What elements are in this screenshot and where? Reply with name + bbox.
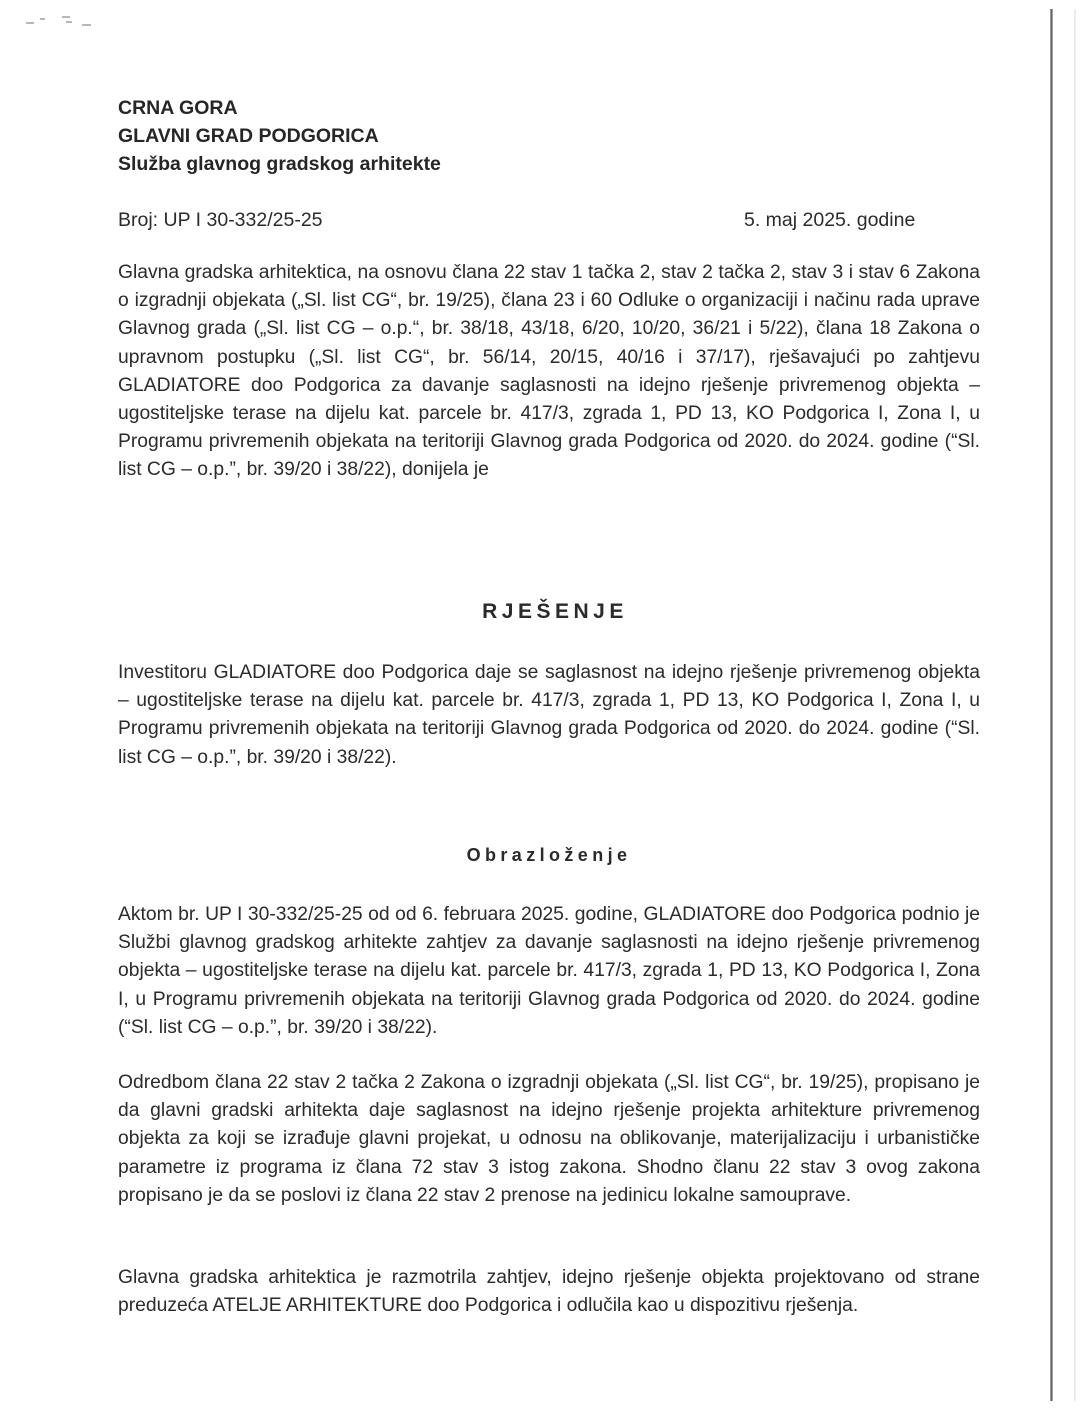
- decision-heading: RJEŠENJE: [482, 600, 628, 623]
- reasoning-paragraph-3: Glavna gradska arhitektica je razmotrila zahtjev, idejno rješenje objekta projektovano od strane preduzeća ATELJE ARHITEKTURE doo Podgorica i odlučila kao u dispozitivu rješenja.: [118, 1267, 980, 1317]
- letterhead-office: Služba glavnog gradskog arhitekte: [118, 153, 441, 175]
- reasoning-paragraph-2: Odredbom člana 22 stav 2 tačka 2 Zakona o izgradnji objekata („Sl. list CG“, br. 19/25), propisano je da glavni gradski arhitekta daje saglasnost na idejno rješenje projekta arhitekture privremenog objekta za koji se izrađuje glavni projekat, u odnosu na oblikovanje, materijalizaciju i urbanističke parametre iz programa iz člana 72 stav 3 istog zakona. Shodno članu 22 stav 3 ovog zakona propisano je da se poslovi iz člana 22 stav 2 prenose na jedinicu lokalne samouprave.: [118, 1072, 980, 1206]
- reasoning-paragraph-1: Aktom br. UP I 30-332/25-25 od od 6. februara 2025. godine, GLADIATORE doo Podgorica podnio je Službi glavnog gradskog arhitekte zahtjev za davanje saglasnosti na idejno rješenje privremenog objekta – ugostiteljske terase na dijelu kat. parcele br. 417/3, zgrada 1, PD 13, KO Podgorica I, Zona I, u Programu privremenih objekata na teritoriji Glavnog grada Podgorica od 2020. do 2024. godine (“Sl. list CG – o.p.”, br. 39/20 i 38/22).: [118, 904, 980, 1038]
- intro-paragraph: Glavna gradska arhitektica, na osnovu člana 22 stav 1 tačka 2, stav 2 tačka 2, stav 3 i stav 6 Zakona o izgradnji objekata („Sl. list CG“, br. 19/25), člana 23 i 60 Odluke o organizaciji i načinu rada uprave Glavnog grada („Sl. list CG – o.p.“, br. 38/18, 43/18, 6/20, 10/20, 36/21 i 5/22), člana 18 Zakona o upravnom postupku („Sl. list CG“, br. 56/14, 20/15, 40/16 i 37/17), rješavajući po zahtjevu GLADIATORE doo Podgorica za davanje saglasnosti na idejno rješenje privremenog objekta – ugostiteljske terase na dijelu kat. parcele br. 417/3, zgrada 1, PD 13, KO Podgorica I, Zona I, u Programu privremenih objekata na teritoriji Glavnog grada Podgorica od 2020. do 2024. godine (“Sl. list CG – o.p.”, br. 39/20 i 38/22), donijela je: [118, 262, 980, 481]
- scan-edge-line: [1050, 9, 1053, 1401]
- decision-paragraph: Investitoru GLADIATORE doo Podgorica daje se saglasnost na idejno rješenje privremenog objekta – ugostiteljske terase na dijelu kat. parcele br. 417/3, zgrada 1, PD 13, KO Podgorica I, Zona I, u Programu privremenih objekata na teritoriji Glavnog grada Podgorica od 2020. do 2024. godine (“Sl. list CG – o.p.”, br. 39/20 i 38/22).: [118, 662, 980, 768]
- document-date: 5. maj 2025. godine: [744, 209, 916, 231]
- scan-edge-line-faint: [1074, 9, 1076, 1401]
- letterhead-country: CRNA GORA: [118, 97, 238, 119]
- letterhead-city: GLAVNI GRAD PODGORICA: [118, 125, 379, 147]
- reference-number: Broj: UP I 30-332/25-25: [118, 209, 323, 231]
- scan-artifact-marks: [26, 14, 96, 28]
- reasoning-heading: Obrazloženje: [466, 845, 632, 865]
- letterhead: [118, 94, 441, 178]
